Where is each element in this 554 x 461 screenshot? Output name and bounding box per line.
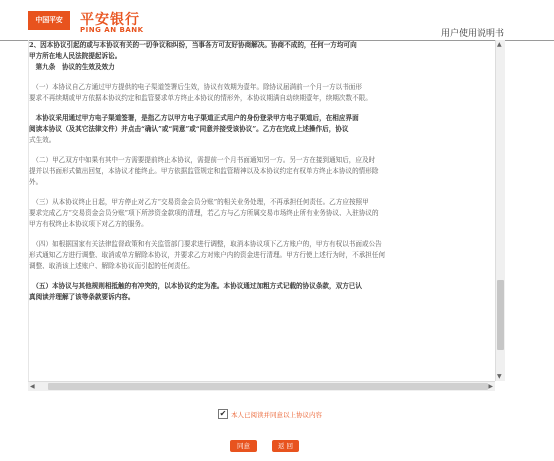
agree-button[interactable]: 同意	[230, 440, 257, 452]
agreement-line: （三）从本协议终止日起，甲方停止对乙方“交易资金会员分账”的相关业务处理，不再承担任何责任。乙方应按照甲	[29, 198, 369, 206]
agreement-line: 真阅读并理解了该等条款要诉内容。	[29, 293, 135, 301]
agreement-line: 阅读本协议（及其它法律文件）并点击“确认”或“同意”或“同意并接受该协议”。乙方在完成上述操作后，协议	[29, 125, 349, 133]
paragraph-gap	[29, 230, 496, 239]
header-bar	[0, 0, 554, 41]
agreement-line: 外。	[29, 178, 43, 186]
scroll-right-arrow-icon[interactable]: ▶	[488, 383, 493, 390]
agreement-line: 要求不再续期或甲方依据本协议约定和监管要求单方终止本协议的情形外，本协议期满自动续期壹年，续期次数不限。	[29, 94, 372, 102]
horizontal-scrollbar[interactable]	[28, 381, 495, 391]
agree-row	[218, 408, 322, 420]
agreement-line: 提并以书面形式做出回复，本协议才能终止。甲方依据监管规定和监管精神以及本协议约定有权单方终止本协议的情形除	[29, 167, 379, 175]
paragraph-gap	[29, 272, 496, 281]
agreement-line: 甲方有权终止本协议项下对乙方的服务。	[29, 220, 148, 228]
paragraph-gap	[29, 104, 496, 113]
agreement-line: 要求完成乙方“交易资金会员分账”项下所涉资金款项的清理，若乙方与乙方所属交易市场终止所有业务协议、入驻协议的	[29, 209, 379, 217]
bank-name-cn: 平安银行	[80, 12, 140, 28]
page-title: 用户使用说明书	[440, 29, 504, 39]
agreement-line: 调整、取消该上述账户、解除本协议而引起的任何责任。	[29, 262, 194, 270]
agreement-line: 形式通知乙方进行调整、取消或单方解除本协议，并要求乙方对账户内的资金进行清理。甲方行使上述行为时，不承担任何	[29, 251, 386, 259]
paragraph-gap	[29, 73, 496, 82]
agreement-line: 甲方所在地人民法院提起诉讼。	[29, 52, 122, 60]
scroll-left-arrow-icon[interactable]: ◀	[30, 383, 35, 390]
paragraph-gap	[29, 188, 496, 197]
agree-checkbox[interactable]: ✔	[219, 409, 227, 418]
agreement-line: （一）本协议自乙方通过甲方提供的电子渠道签署后生效，协议有效期为壹年。除协议届满前一个月一方以书面形	[29, 83, 362, 91]
agreement-line: （四）如根据国家有关法律监督政策和有关监管部门要求进行调整，取消本协议项下乙方账户的，甲方有权以书面或公告	[29, 240, 382, 248]
agreement-line: （五）本协议与其他规则相抵触的有冲突的，以本协议约定为准。本协议通过加粗方式记载的协议条款，双方已认	[29, 282, 362, 290]
agreement-text-area[interactable]	[28, 40, 496, 381]
agreement-line: 第九条 协议的生效及效力	[29, 63, 115, 71]
ping-an-logo-badge: 中国平安	[28, 11, 70, 30]
vertical-scrollbar[interactable]	[495, 40, 505, 381]
agreement-line: （二）甲乙双方中如果有其中一方需要提前终止本协议，需提前一个月书面通知另一方。另一方在接到通知后，应及时	[29, 156, 376, 164]
vertical-scroll-thumb[interactable]	[497, 280, 504, 350]
agreement-line: 式生效。	[29, 136, 56, 144]
horizontal-scroll-thumb[interactable]	[48, 383, 488, 390]
scroll-up-arrow-icon[interactable]: ▲	[497, 41, 502, 48]
paragraph-gap	[29, 146, 496, 155]
agreement-line: 本协议采用通过甲方电子渠道签署，是指乙方以甲方电子渠道正式用户的身份登录甲方电子渠道后，在相应界面	[29, 114, 359, 122]
agree-label[interactable]: 本人已阅读并同意以上协议内容	[231, 410, 322, 419]
bank-name-en: PING AN BANK	[80, 26, 144, 34]
back-button[interactable]: 返 回	[272, 440, 299, 452]
scroll-down-arrow-icon[interactable]: ▼	[497, 373, 502, 380]
agreement-line: 2、因本协议引起的或与本协议有关的一切争议和纠纷，当事各方可友好协商解决。协商不成的，任何一方均可向	[29, 41, 357, 49]
